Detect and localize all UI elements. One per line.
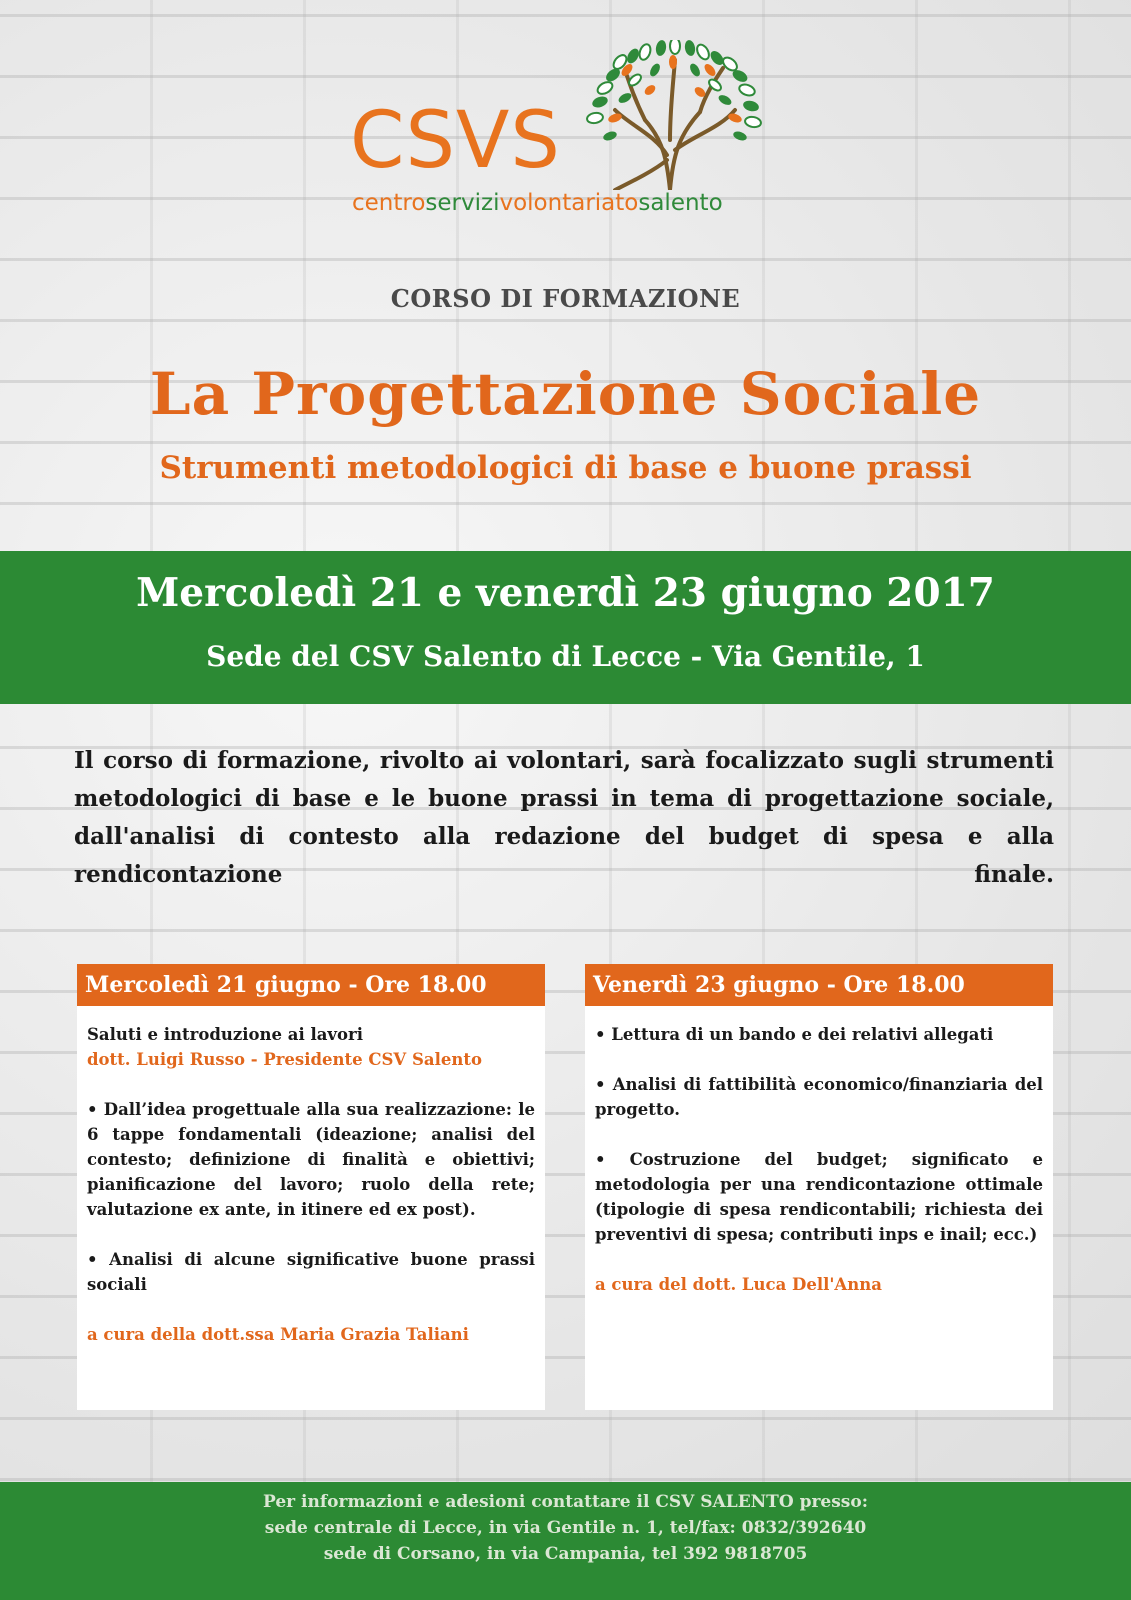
- page-subtitle: Strumenti metodologici di base e buone prassi: [159, 450, 972, 486]
- event-dates: Mercoledì 21 e venerdì 23 giugno 2017: [136, 570, 995, 616]
- program-item: • Lettura di un bando e dei relativi allegati: [595, 1025, 994, 1044]
- event-venue: Sede del CSV Salento di Lecce - Via Gentile, 1: [206, 640, 925, 673]
- csvs-logo: [340, 40, 780, 230]
- program-card-day1: [77, 964, 545, 1410]
- program-item: • Analisi di fattibilità economico/finanziaria del progetto.: [595, 1075, 1043, 1119]
- footer-line: Per informazioni e adesioni contattare il CSV SALENTO presso:: [263, 1492, 868, 1512]
- program-item: • Dall’idea progettuale alla sua realizzazione: le 6 tappe fondamentali (ideazione; analisi del contesto; definizione di finalità e obiettivi; pianificazione del lavoro; ruolo della rete; valutazione ex ante, in itinere ed ex post).: [87, 1100, 535, 1219]
- card-heading: Mercoledì 21 giugno - Ore 18.00: [77, 964, 545, 1006]
- program-item: • Analisi di alcune significative buone prassi sociali: [87, 1250, 535, 1294]
- logo-tagline-part: salento: [638, 190, 723, 216]
- program-card-day2: [585, 964, 1053, 1410]
- curator: a cura della dott.ssa Maria Grazia Taliani: [87, 1325, 469, 1344]
- curator: a cura del dott. Luca Dell'Anna: [595, 1275, 882, 1294]
- welcome-speaker: dott. Luigi Russo - Presidente CSV Salento: [87, 1050, 482, 1069]
- footer-line: sede di Corsano, in via Campania, tel 392 9818705: [323, 1544, 808, 1564]
- intro-paragraph: Il corso di formazione, rivolto ai volontari, sarà focalizzato sugli strumenti metodologici di base e le buone prassi in tema di progettazione sociale, dall'analisi di contesto alla redazione del budget di spesa e alla rendicontazione finale.: [74, 747, 1054, 888]
- logo-tagline: [352, 192, 723, 215]
- footer-line: sede centrale di Lecce, in via Gentile n. 1, tel/fax: 0832/392640: [264, 1518, 867, 1538]
- logo-wordmark: CSVS: [350, 96, 561, 186]
- welcome-text: Saluti e introduzione ai lavori: [87, 1025, 363, 1044]
- page-title: La Progettazione Sociale: [149, 360, 982, 428]
- logo-tagline-part: servizi: [425, 190, 500, 216]
- card-body: [87, 1022, 535, 1347]
- logo-tagline-part: volontariato: [499, 190, 639, 216]
- card-heading: Venerdì 23 giugno - Ore 18.00: [585, 964, 1053, 1006]
- tree-icon: [575, 40, 765, 190]
- course-label: CORSO DI FORMAZIONE: [390, 284, 741, 313]
- program-item: • Costruzione del budget; significato e metodologia per una rendicontazione ottimale (tipologie di spesa rendicontabili; richiesta dei preventivi di spesa; contributi inps e inail; ecc.): [595, 1150, 1043, 1244]
- card-body: [595, 1022, 1043, 1297]
- logo-tagline-part: centro: [352, 190, 426, 216]
